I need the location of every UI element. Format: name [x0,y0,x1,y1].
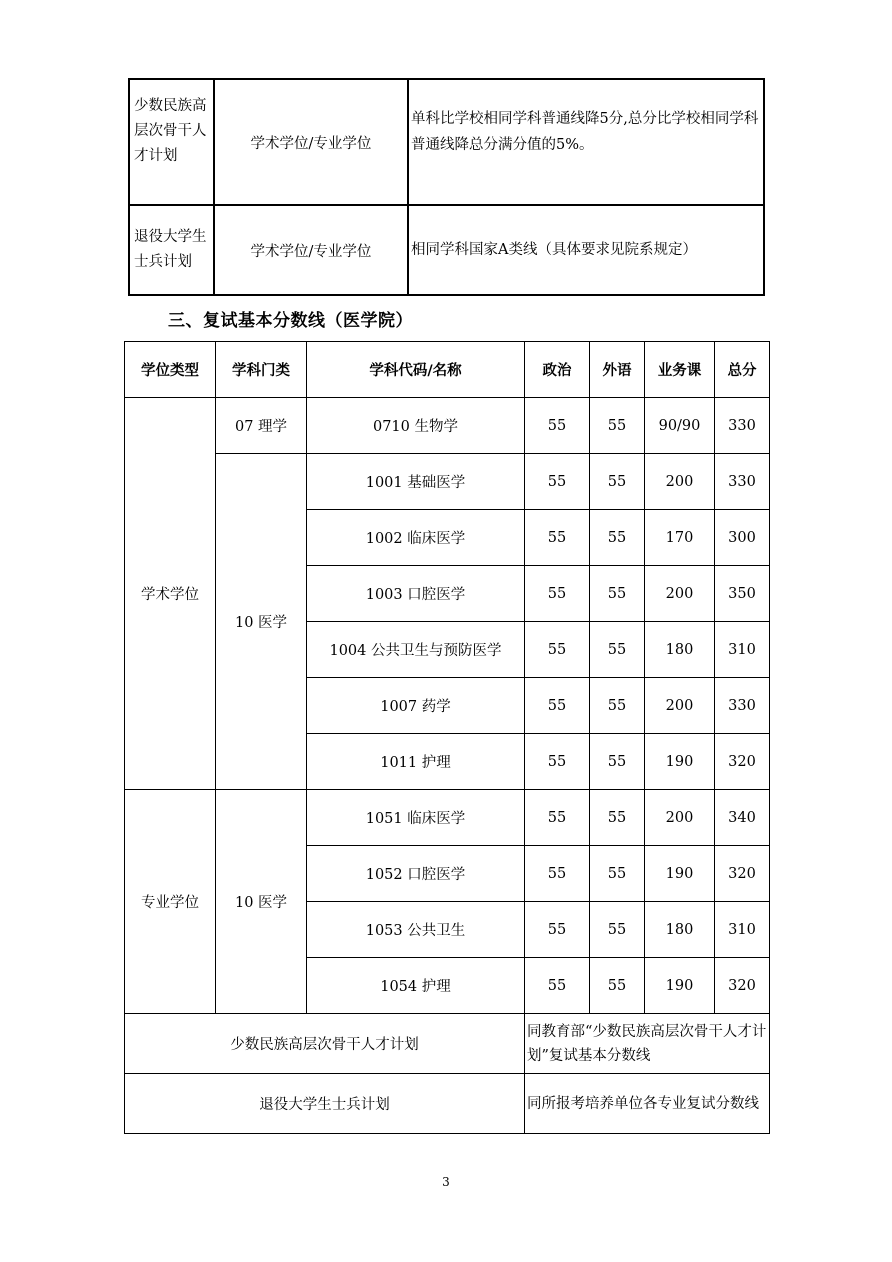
total-cell: 350 [715,566,770,622]
table-row [125,790,770,846]
total-cell: 320 [715,846,770,902]
category-cell: 07 理学 [216,398,307,454]
subject-cell: 1054 护理 [307,958,525,1014]
subject-cell: 1004 公共卫生与预防医学 [307,622,525,678]
table-row [125,1014,770,1074]
total-cell: 310 [715,622,770,678]
special-plan-table-continued [128,78,765,296]
requirement-cell: 单科比学校相同学科普通线降5分,总分比学校相同学科普通线降总分满分值的5%。 [408,79,764,205]
subject-cell: 1007 药学 [307,678,525,734]
total-cell: 320 [715,734,770,790]
subject-cell: 1001 基础医学 [307,454,525,510]
major-cell: 200 [645,566,715,622]
language-cell: 55 [590,566,645,622]
special-plan-note-cell: 同教育部“少数民族高层次骨干人才计划”复试基本分数线 [525,1014,770,1074]
politics-cell: 55 [525,398,590,454]
language-cell: 55 [590,902,645,958]
retest-score-table [124,341,770,1134]
politics-cell: 55 [525,510,590,566]
total-cell: 340 [715,790,770,846]
politics-cell: 55 [525,622,590,678]
table-row [129,79,764,205]
politics-cell: 55 [525,846,590,902]
column-header: 学科门类 [216,342,307,398]
category-cell: 10 医学 [216,454,307,790]
language-cell: 55 [590,790,645,846]
degree-type-cell: 专业学位 [125,790,216,1014]
total-cell: 330 [715,398,770,454]
degree-type-cell: 学术学位 [125,398,216,790]
language-cell: 55 [590,454,645,510]
table-header-row [125,342,770,398]
subject-cell: 1011 护理 [307,734,525,790]
table-row [125,454,770,510]
major-cell: 190 [645,958,715,1014]
degree-type-cell: 学术学位/专业学位 [214,79,408,205]
table-row [125,398,770,454]
politics-cell: 55 [525,454,590,510]
politics-cell: 55 [525,790,590,846]
degree-type-cell: 学术学位/专业学位 [214,205,408,295]
major-cell: 200 [645,454,715,510]
language-cell: 55 [590,734,645,790]
major-cell: 200 [645,790,715,846]
subject-cell: 1052 口腔医学 [307,846,525,902]
major-cell: 180 [645,622,715,678]
total-cell: 330 [715,678,770,734]
special-plan-note-cell: 同所报考培养单位各专业复试分数线 [525,1074,770,1134]
subject-cell: 1003 口腔医学 [307,566,525,622]
column-header: 外语 [590,342,645,398]
page-number: 3 [442,1175,450,1189]
category-cell: 10 医学 [216,790,307,1014]
special-plan-cell: 退役大学生士兵计划 [125,1074,525,1134]
subject-cell: 1051 临床医学 [307,790,525,846]
total-cell: 300 [715,510,770,566]
language-cell: 55 [590,846,645,902]
total-cell: 320 [715,958,770,1014]
total-cell: 310 [715,902,770,958]
column-header: 业务课 [645,342,715,398]
politics-cell: 55 [525,734,590,790]
language-cell: 55 [590,398,645,454]
subject-cell: 0710 生物学 [307,398,525,454]
requirement-cell: 相同学科国家A类线（具体要求见院系规定） [408,205,764,295]
table-row [129,205,764,295]
language-cell: 55 [590,622,645,678]
politics-cell: 55 [525,958,590,1014]
subject-cell: 1002 临床医学 [307,510,525,566]
column-header: 总分 [715,342,770,398]
subject-cell: 1053 公共卫生 [307,902,525,958]
special-plan-cell: 少数民族高层次骨干人才计划 [125,1014,525,1074]
plan-name-cell: 退役大学生士兵计划 [129,205,214,295]
politics-cell: 55 [525,902,590,958]
major-cell: 190 [645,846,715,902]
plan-name-cell: 少数民族高层次骨干人才计划 [129,79,214,205]
major-cell: 170 [645,510,715,566]
total-cell: 330 [715,454,770,510]
politics-cell: 55 [525,566,590,622]
major-cell: 180 [645,902,715,958]
language-cell: 55 [590,958,645,1014]
column-header: 政治 [525,342,590,398]
major-cell: 190 [645,734,715,790]
language-cell: 55 [590,678,645,734]
section-heading: 三、复试基本分数线（医学院） [168,311,413,331]
column-header: 学位类型 [125,342,216,398]
column-header: 学科代码/名称 [307,342,525,398]
language-cell: 55 [590,510,645,566]
major-cell: 90/90 [645,398,715,454]
major-cell: 200 [645,678,715,734]
table-row [125,1074,770,1134]
politics-cell: 55 [525,678,590,734]
